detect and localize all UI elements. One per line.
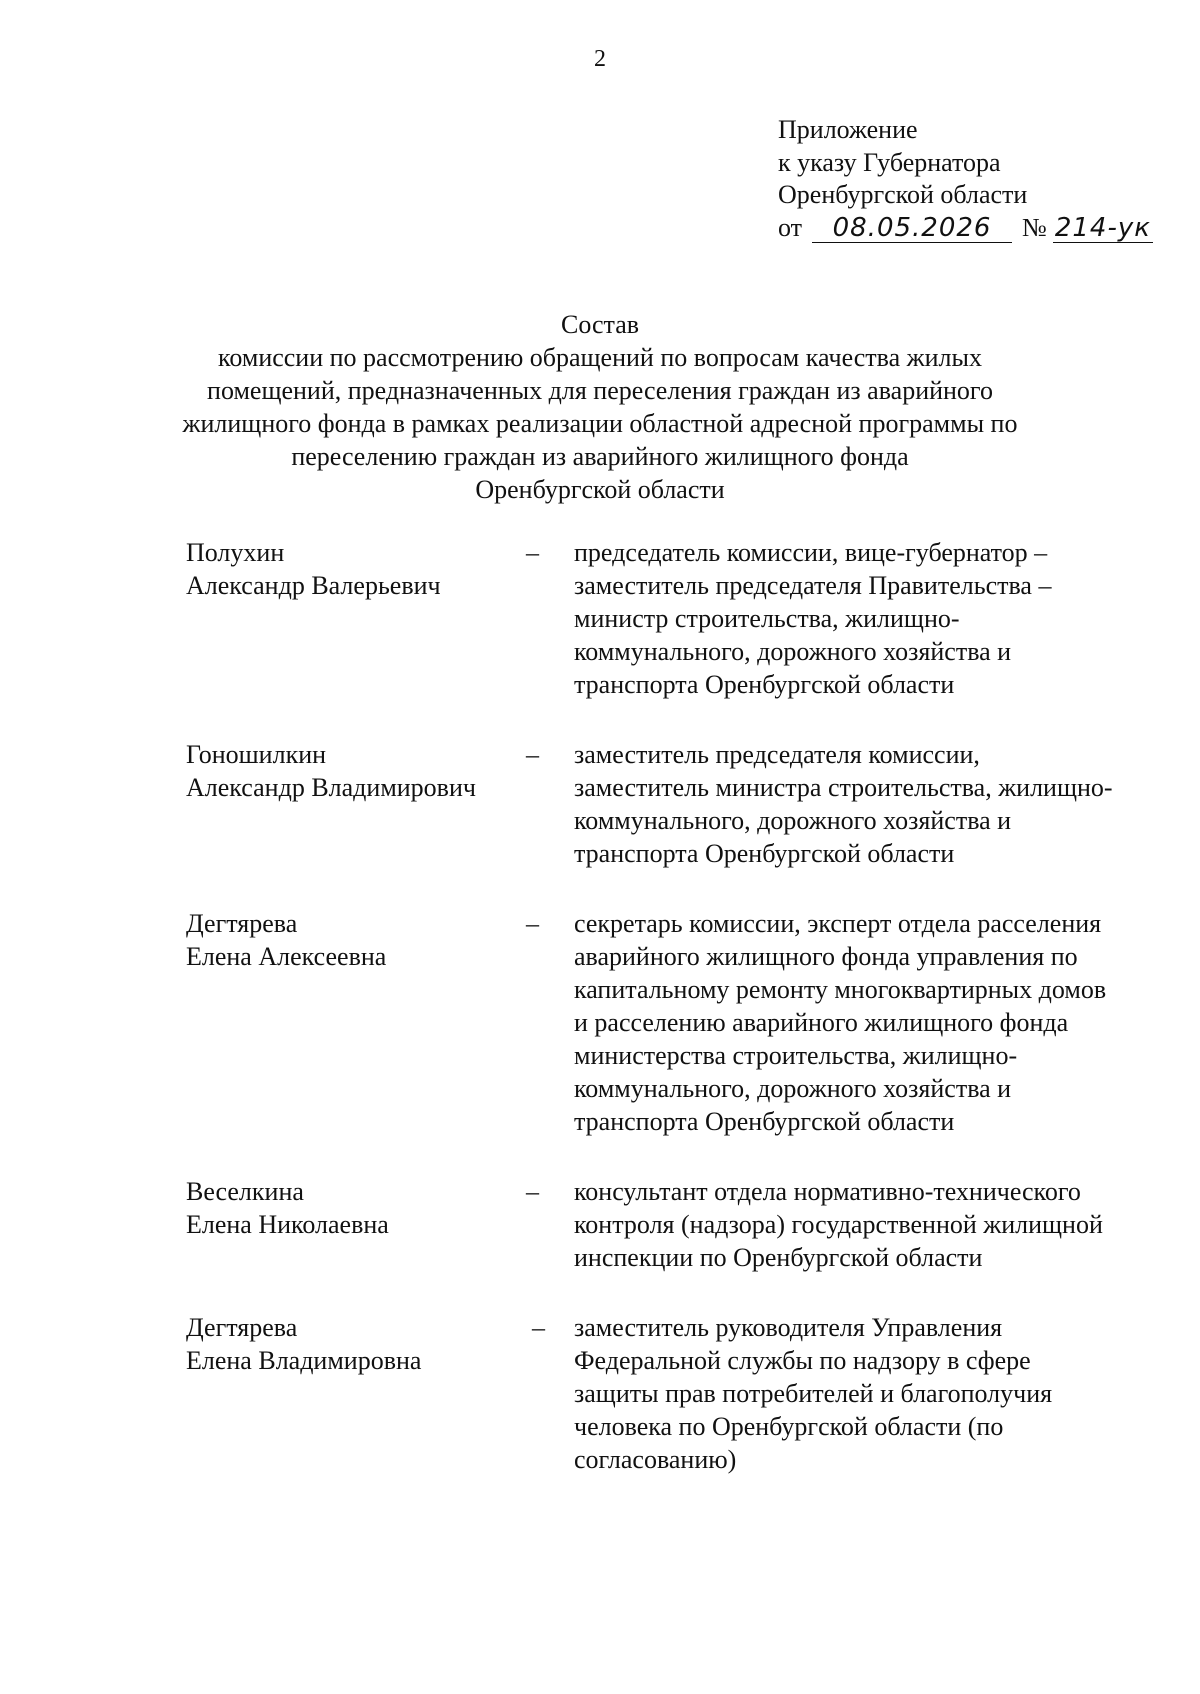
- member-role: заместитель руководителя Управления Федеральной службы по надзору в сфере защиты прав потребителей и благополучия человека по Оренбургской области (по согласованию): [574, 1313, 1053, 1474]
- member-role: консультант отдела нормативно-технического контроля (надзора) государственной жилищной инспекции по Оренбургской области: [574, 1177, 1103, 1272]
- appendix-decree-reference: к указу Губернатора: [778, 147, 1001, 177]
- member-entry: [186, 536, 1120, 701]
- handwritten-decree-number: 214-ук: [1054, 212, 1151, 243]
- heading-title: Состав: [560, 310, 640, 339]
- member-name: [186, 738, 526, 804]
- member-name: [186, 907, 526, 973]
- member-role: секретарь комиссии, эксперт отдела расселения аварийного жилищного фонда управления по капитальному ремонту многоквартирных домов и расселению аварийного жилищного фонда министерства строительства, жилищно-коммунального, дорожного хозяйства и транспорта Оренбургской области: [574, 909, 1107, 1136]
- document-heading: [0, 308, 1200, 506]
- heading-line-5: Оренбургской области: [475, 475, 725, 504]
- member-surname: Полухин: [186, 538, 285, 567]
- number-prefix: №: [1022, 212, 1047, 242]
- member-given-names: Елена Владимировна: [186, 1346, 422, 1375]
- appendix-region: Оренбургской области: [778, 180, 1028, 209]
- heading-line-4: переселению граждан из аварийного жилищного фонда: [291, 442, 909, 471]
- member-dash: –: [526, 538, 539, 567]
- member-name: [186, 1311, 526, 1377]
- member-given-names: Елена Николаевна: [186, 1210, 389, 1239]
- member-given-names: Елена Алексеевна: [186, 942, 387, 971]
- member-dash: –: [526, 1177, 539, 1206]
- member-entry: [186, 1311, 1120, 1476]
- commission-members-list: [186, 536, 1120, 1476]
- member-entry: [186, 907, 1120, 1138]
- member-dash: –: [532, 1313, 545, 1342]
- handwritten-date: 08.05.2026: [812, 214, 1012, 243]
- member-role: председатель комиссии, вице-губернатор – заместитель председателя Правительства – министр строительства, жилищно-коммунального, дорожного хозяйства и транспорта Оренбургской области: [574, 538, 1052, 699]
- member-surname: Гоношилкин: [186, 740, 327, 769]
- appendix-date-line: [778, 212, 1153, 245]
- heading-line-2: помещений, предназначенных для переселения граждан из аварийного: [207, 376, 993, 405]
- heading-line-3: жилищного фонда в рамках реализации областной адресной программы по: [182, 409, 1018, 438]
- page-number: 2: [594, 46, 606, 72]
- member-given-names: Александр Валерьевич: [186, 571, 441, 600]
- heading-line-1: комиссии по рассмотрению обращений по вопросам качества жилых: [218, 343, 982, 372]
- member-given-names: Александр Владимирович: [186, 773, 476, 802]
- member-surname: Веселкина: [186, 1177, 304, 1206]
- member-dash: –: [526, 909, 539, 938]
- member-entry: [186, 738, 1120, 870]
- date-prefix: от: [778, 212, 803, 242]
- member-surname: Дегтярева: [186, 909, 298, 938]
- member-entry: [186, 1175, 1120, 1274]
- appendix-title: Приложение: [778, 115, 918, 144]
- member-name: [186, 536, 526, 602]
- member-surname: Дегтярева: [186, 1313, 298, 1342]
- member-name: [186, 1175, 526, 1241]
- appendix-block: [778, 114, 1153, 244]
- member-role: заместитель председателя комиссии, заместитель министра строительства, жилищно-коммунального, дорожного хозяйства и транспорта Оренбургской области: [574, 740, 1113, 868]
- member-dash: –: [526, 740, 539, 769]
